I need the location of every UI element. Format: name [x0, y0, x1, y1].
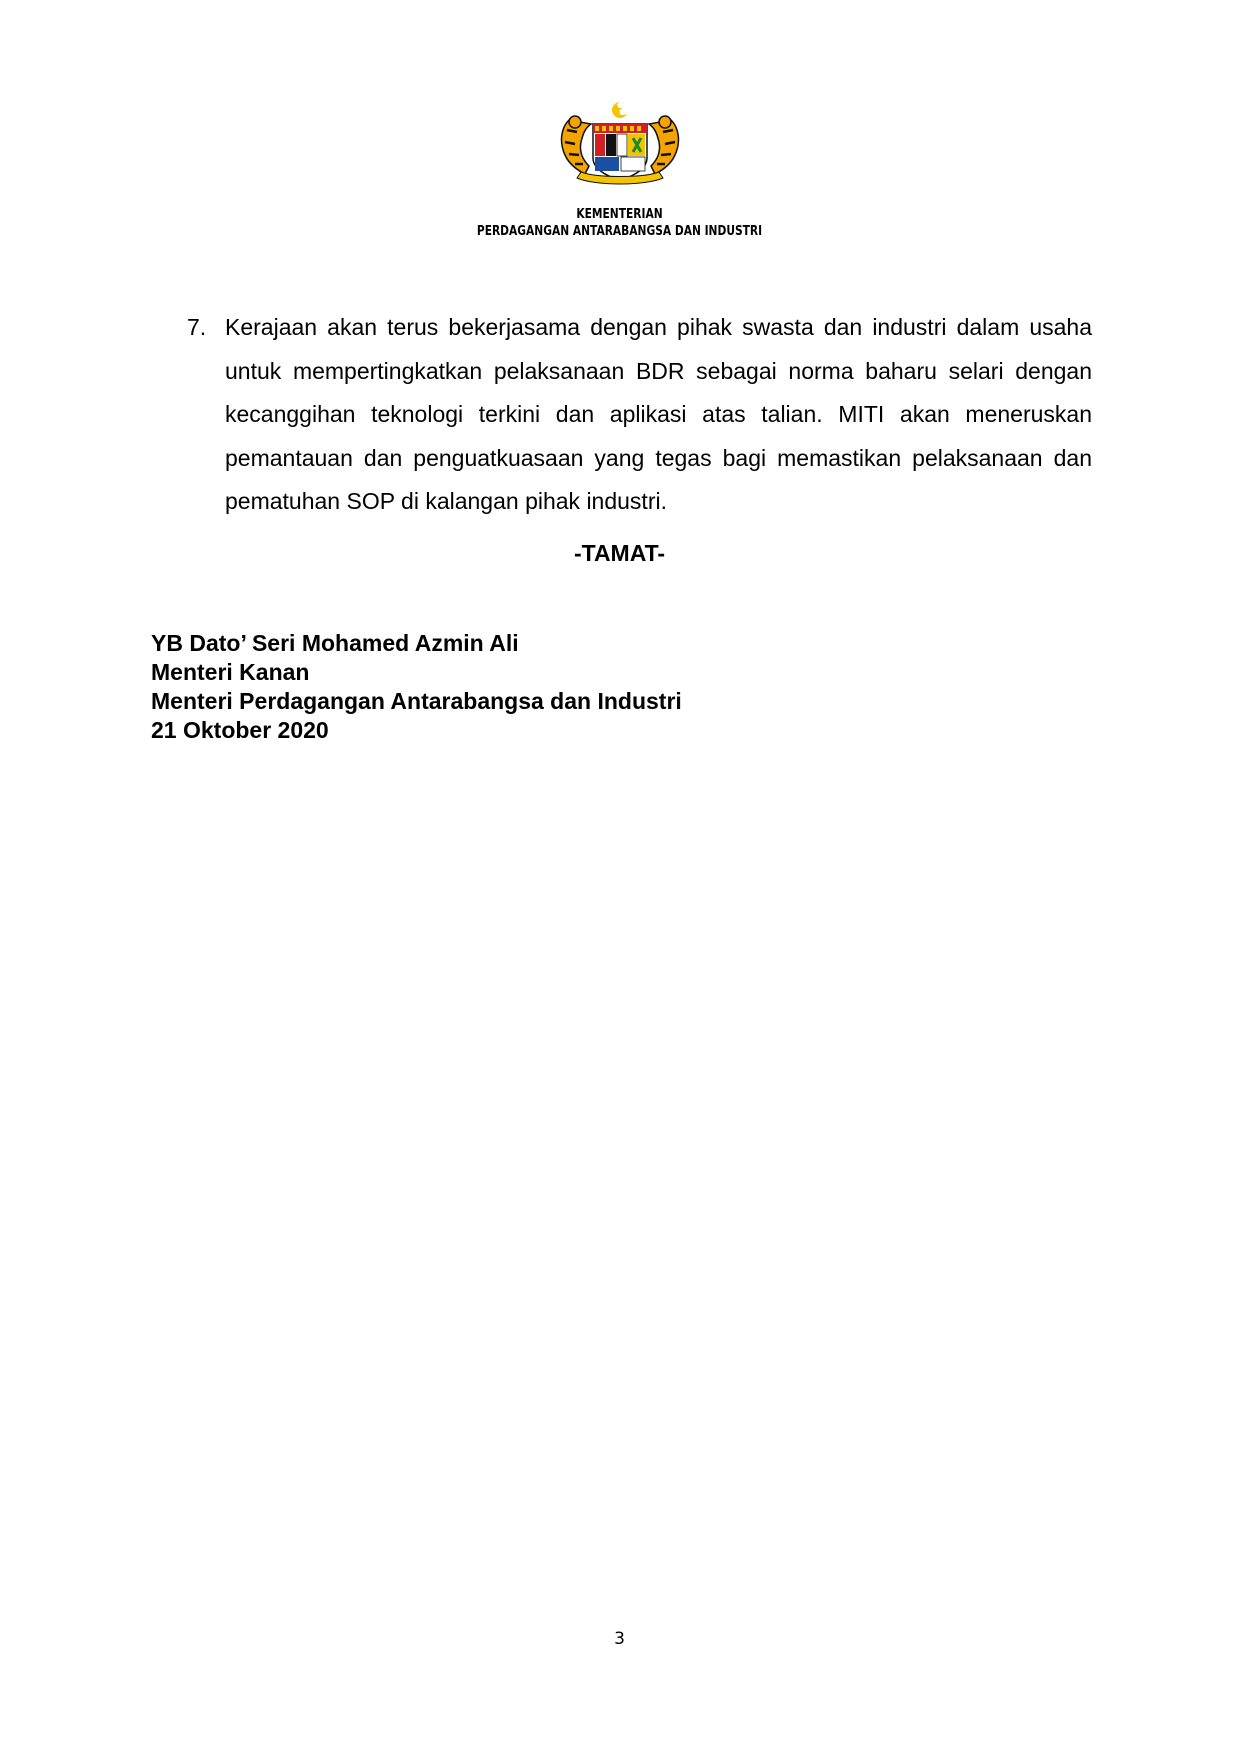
- paragraph-number: 7.: [187, 314, 207, 340]
- signatory-name: YB Dato’ Seri Mohamed Azmin Ali: [151, 630, 519, 656]
- letterhead: [0, 100, 1239, 240]
- statement-date: 21 Oktober 2020: [151, 717, 329, 743]
- paragraph-7: [187, 306, 1092, 524]
- ministry-name-line2: PERDAGANGAN ANTARABANGSA DAN INDUSTRI: [476, 224, 763, 239]
- signature-block: [151, 629, 682, 745]
- ministry-name-line1: KEMENTERIAN: [576, 207, 663, 222]
- end-marker: -TAMAT-: [573, 540, 666, 566]
- signatory-title-2: Menteri Perdagangan Antarabangsa dan Industri: [151, 688, 682, 714]
- page-number: 3: [614, 1629, 625, 1649]
- signatory-title-1: Menteri Kanan: [151, 659, 310, 685]
- malaysia-coat-of-arms-icon: [555, 100, 685, 190]
- paragraph-text: Kerajaan akan terus bekerjasama dengan pihak swasta dan industri dalam usaha untuk mempertingkatkan pelaksanaan BDR sebagai norma baharu selari dengan kecanggihan teknologi terkini dan aplikasi atas talian. MITI akan meneruskan pemantauan dan penguatkuasaan yang tegas bagi memastikan pelaksanaan dan pematuhan SOP di kalangan pihak industri.: [225, 314, 1092, 514]
